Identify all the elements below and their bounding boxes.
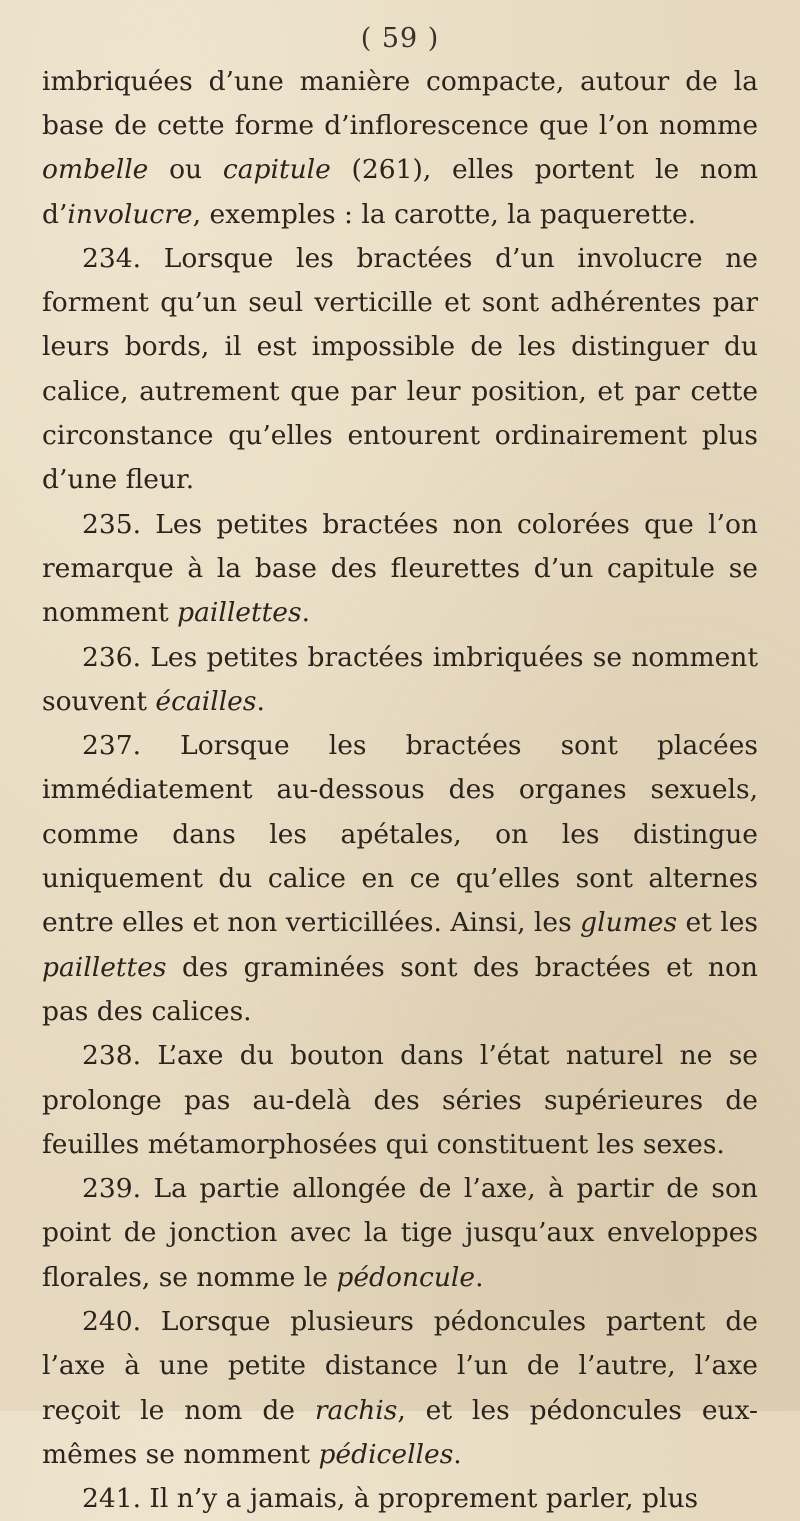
text-run: 236. Les petites bractées imbriquées se nomment souvent [42, 641, 758, 717]
paragraph-continued [42, 60, 758, 237]
text-run: 239. La partie allongée de l’axe, à partir de son point de jonction avec la tige jusqu’aux enveloppes florales, se nomme le [42, 1173, 758, 1293]
text-run: . [475, 1261, 484, 1293]
text-run: et les [677, 907, 758, 939]
text-run: 234. Lorsque les bractées d’un involucre ne forment qu’un seul verticille et sont adhérentes par leurs bords, il est impossible de les distinguer du calice, autrement que par leur position, et par cette circonstance qu’elles entourent ordinairement plus d’une fleur. [42, 242, 758, 496]
paragraph-238 [42, 1034, 758, 1167]
page-body [42, 60, 758, 1521]
italic-term: pédoncule [336, 1261, 476, 1293]
book-page [42, 23, 759, 1515]
text-run: 238. L’axe du bouton dans l’état naturel ne se prolonge pas au-delà des séries supérieures de feuilles métamorphosées qui constituent les sexes. [42, 1040, 758, 1160]
text-run: ou [148, 154, 223, 186]
paragraph-234 [42, 237, 758, 503]
text-run: , et les pédoncules eux-mêmes se nomment [42, 1394, 758, 1470]
text-run: (261), elles portent le nom d’ [42, 154, 759, 230]
italic-term: glumes [580, 907, 678, 939]
paragraph-240 [42, 1300, 758, 1477]
page-number: ( 59 ) [360, 23, 440, 54]
paragraph-235 [42, 503, 758, 636]
italic-term: pédicelles [318, 1438, 454, 1470]
paragraph-241 [42, 1477, 758, 1521]
italic-term: paillettes [42, 951, 167, 983]
text-run: des graminées sont des bractées et non pas des calices. [42, 951, 758, 1027]
text-run: 237. Lorsque les bractées sont placées immédiatement au-dessous des organes sexuels, comme dans les apétales, on les distingue uniquement du calice en ce qu’elles sont alternes entre elles et non verticillées. Ainsi, les [42, 730, 758, 939]
italic-term: involucre [67, 198, 193, 230]
italic-term: paillettes [177, 597, 302, 629]
paragraph-237 [42, 724, 758, 1034]
text-run: . [301, 597, 310, 629]
text-run: 241. Il n’y a jamais, à proprement parler, plus [82, 1483, 699, 1515]
italic-term: ombelle [42, 154, 149, 186]
italic-term: rachis [314, 1394, 398, 1426]
italic-term: écailles [155, 685, 257, 717]
text-run: 240. Lorsque plusieurs pédoncules partent de l’axe à une petite distance l’un de l’autre, l’axe reçoit le nom de [42, 1306, 758, 1426]
italic-term: capitule [222, 154, 331, 186]
text-run: . [453, 1438, 462, 1470]
paragraph-236 [42, 636, 758, 725]
text-run: . [256, 685, 265, 717]
text-run: imbriquées d’une manière compacte, autour de la base de cette forme d’inflorescence que l’on nomme [42, 65, 758, 141]
text-run: , exemples : la carotte, la paquerette. [192, 198, 697, 230]
paragraph-239 [42, 1167, 758, 1300]
text-run: 235. Les petites bractées non colorées que l’on remarque à la base des fleurettes d’un capitule se nomment [42, 508, 758, 629]
